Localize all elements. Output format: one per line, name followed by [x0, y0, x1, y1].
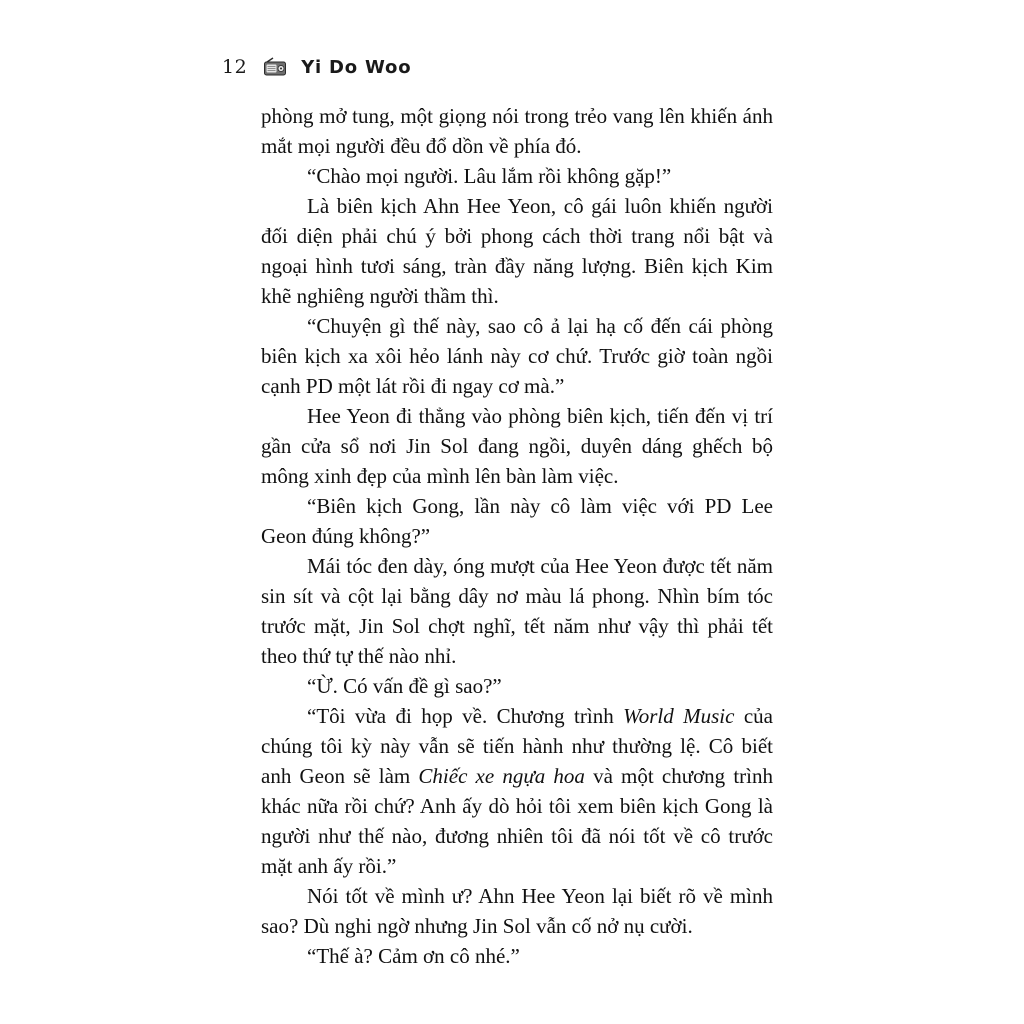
body-text	[261, 101, 773, 971]
program-title-world-music: World Music	[623, 704, 735, 728]
paragraph-7: Mái tóc đen dày, óng mượt của Hee Yeon được tết năm sin sít và cột lại bằng dây nơ màu lá phong. Nhìn bím tóc trước mặt, Jin Sol chợt nghĩ, tết năm như vậy thì phải tết theo thứ tự thế nào nhỉ.	[261, 554, 773, 668]
author-name: Yi Do Woo	[301, 56, 412, 78]
paragraph-5: Hee Yeon đi thẳng vào phòng biên kịch, tiến đến vị trí gần cửa sổ nơi Jin Sol đang ngồi, duyên dáng ghếch bộ mông xinh đẹp của mình lên bàn làm việc.	[261, 404, 773, 488]
paragraph-4: “Chuyện gì thế này, sao cô ả lại hạ cố đến cái phòng biên kịch xa xôi hẻo lánh này cơ chứ. Trước giờ toàn ngồi cạnh PD một lát rồi đi ngay cơ mà.”	[261, 314, 773, 398]
paragraph-9	[261, 701, 773, 881]
paragraph-9-text-c: của chúng tôi kỳ này vẫn sẽ tiến hành như thường lệ. Cô biết anh Geon sẽ làm	[261, 704, 773, 788]
paragraph-10: Nói tốt về mình ư? Ahn Hee Yeon lại biết rõ về mình sao? Dù nghi ngờ nhưng Jin Sol vẫn cố nở nụ cười.	[261, 884, 773, 938]
program-title-flower-carriage: Chiếc xe ngựa hoa	[418, 764, 585, 788]
paragraph-9-text-a: “Tôi vừa đi họp về. Chương trình	[307, 704, 624, 728]
paragraph-8: “Ừ. Có vấn đề gì sao?”	[307, 674, 502, 698]
page-number: 12	[222, 56, 248, 78]
paragraph-3: Là biên kịch Ahn Hee Yeon, cô gái luôn khiến người đối diện phải chú ý bởi phong cách thời trang nổi bật và ngoại hình tươi sáng, tràn đầy năng lượng. Biên kịch Kim khẽ nghiêng người thầm thì.	[261, 194, 773, 308]
paragraph-9-text-e: và một chương trình khác nữa rồi chứ? Anh ấy dò hỏi tôi xem biên kịch Gong là người như thế nào, đương nhiên tôi đã nói tốt về cô trước mặt anh ấy rồi.”	[261, 764, 773, 878]
paragraph-1: phòng mở tung, một giọng nói trong trẻo vang lên khiến ánh mắt mọi người đều đổ dồn về phía đó.	[261, 104, 773, 158]
radio-icon	[263, 57, 287, 77]
paragraph-11: “Thế à? Cảm ơn cô nhé.”	[307, 944, 520, 968]
paragraph-6: “Biên kịch Gong, lần này cô làm việc với PD Lee Geon đúng không?”	[261, 494, 773, 548]
running-header	[222, 52, 411, 82]
paragraph-2: “Chào mọi người. Lâu lắm rồi không gặp!”	[307, 164, 672, 188]
